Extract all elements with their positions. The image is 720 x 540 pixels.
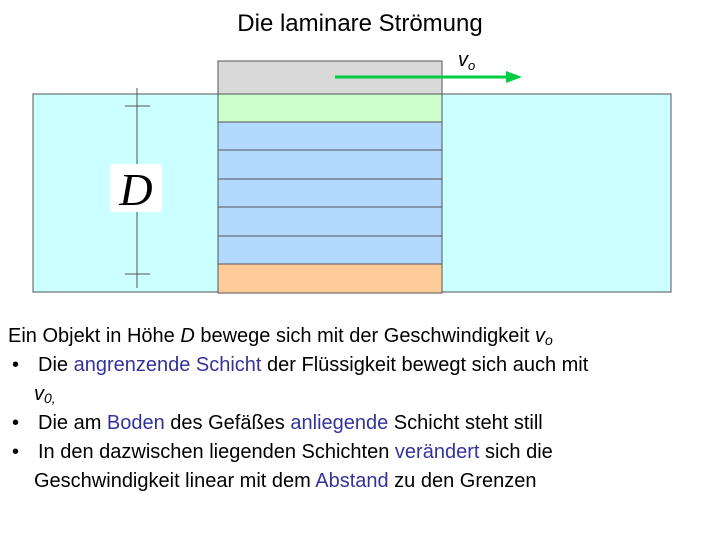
depth-label: D	[119, 164, 153, 215]
velocity-label: $v_o$	[458, 49, 476, 73]
velocity-arrow-head	[506, 71, 522, 83]
bullet-2: • Die am Boden des Gefäßes anliegende Schicht steht still	[8, 409, 712, 438]
middle-layer	[218, 122, 442, 150]
bullet-3-continuation: Geschwindigkeit linear mit dem Abstand zu den Grenzen	[34, 470, 537, 492]
bottom-layer	[218, 264, 442, 293]
bullet-3: • In den dazwischen liegenden Schichten verändert sich die	[8, 438, 712, 467]
bullet-symbol: •	[12, 354, 20, 376]
bullet-symbol: •	[12, 441, 20, 463]
middle-layer	[218, 236, 442, 264]
middle-layer	[218, 150, 442, 179]
bullet-1: • Die angrenzende Schicht der Flüssigkeit bewegt sich auch mit	[8, 351, 712, 380]
middle-layer	[218, 207, 442, 236]
top-layer	[218, 94, 442, 122]
bullet-1-continuation: $v_{0,}$	[34, 383, 56, 406]
bullet-symbol: •	[12, 412, 20, 434]
middle-layer	[218, 179, 442, 207]
explanation-text	[8, 322, 712, 496]
slide-title: Die laminare Strömung	[237, 10, 483, 37]
intro-line: Ein Objekt in Höhe D bewege sich mit der Geschwindigkeit $v_o$	[8, 325, 553, 348]
